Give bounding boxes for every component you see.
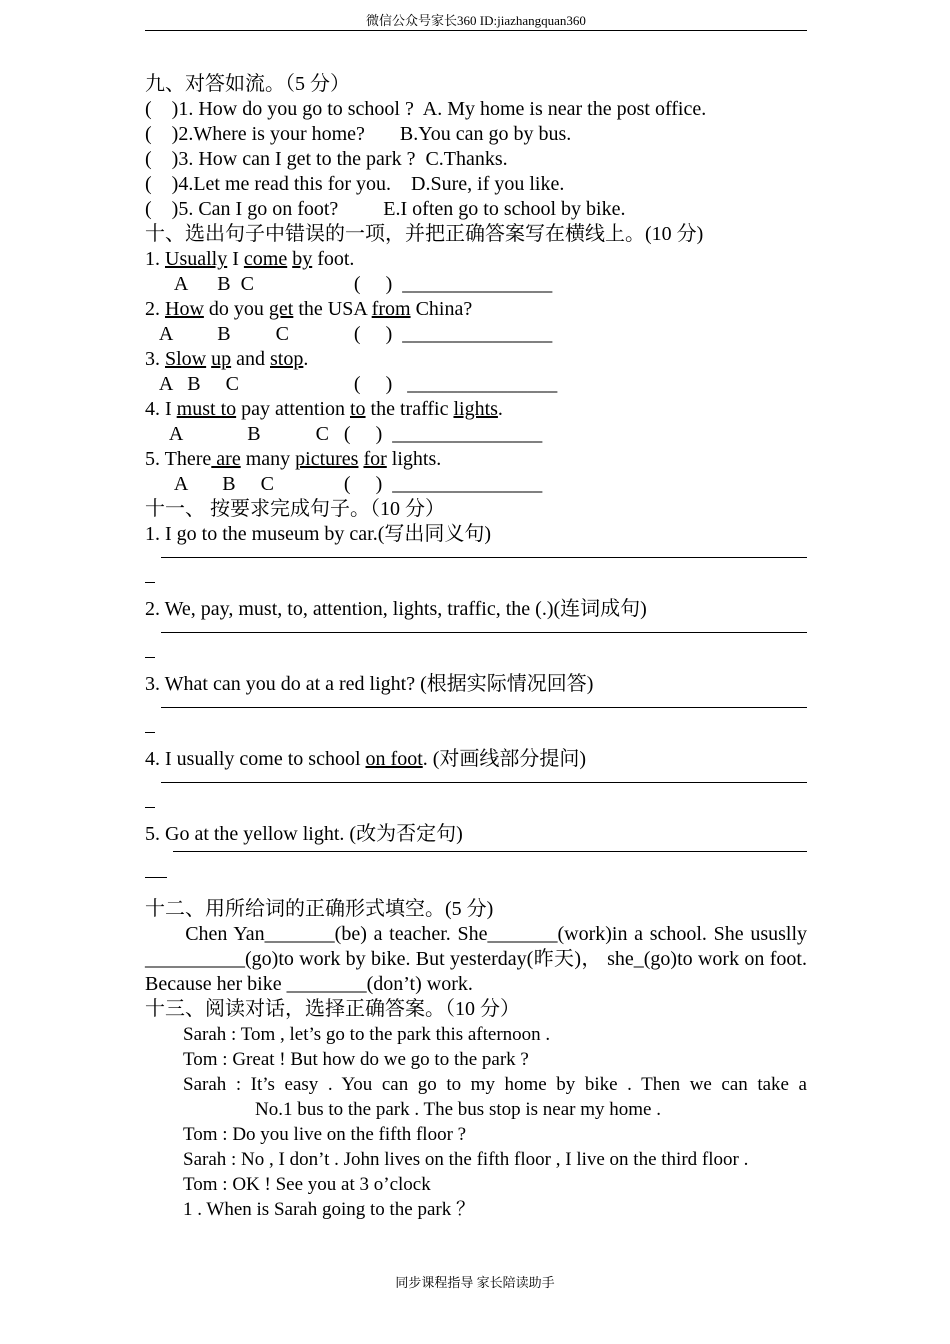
section-12-title: 十二、用所给词的正确形式填空。(5 分) [145, 898, 494, 920]
rewrite-question-5: 5. Go at the yellow light. (改为否定句) [145, 823, 463, 845]
dialogue-line: Tom : Great ! But how do we go to the park ? [183, 1049, 529, 1070]
answer-line-4[interactable] [145, 772, 807, 822]
answer-line-2[interactable] [145, 622, 807, 672]
section-9-title: 九、对答如流。（5 分） [145, 73, 350, 95]
error-question-1: 1. Usually I come by foot. [145, 248, 355, 270]
fill-in-paragraph: Chen Yan_______(be) a teacher. She_______(work)in a school. She ususlly __________(go)to work by bike. But yesterday(昨天)， she_(go)to work on foot. Because her bike ________(don’t) work. [145, 923, 813, 995]
dialogue-line: Tom : Do you live on the fifth floor ? [183, 1124, 467, 1145]
dialogue-line: No.1 bus to the park . The bus stop is near my home . [255, 1099, 661, 1120]
worksheet-content [145, 72, 813, 1222]
matching-item-3: ( )3. How can I get to the park ? C.Thanks. [145, 148, 508, 170]
matching-item-4: ( )4.Let me read this for you. D.Sure, if you like. [145, 173, 565, 195]
dialogue-line: Sarah : Tom , let’s go to the park this afternoon . [183, 1024, 551, 1045]
error-options-3: A B C ( ) _______________ [145, 373, 558, 395]
reading-question-1: 1 . When is Sarah going to the park ？ [183, 1199, 475, 1220]
dialogue [145, 1022, 807, 1222]
error-question-2: 2. How do you get the USA from China? [145, 298, 473, 320]
rewrite-question-4: 4. I usually come to school on foot. (对画线部分提问) [145, 748, 587, 770]
error-question-4: 4. I must to pay attention to the traffic lights. [145, 398, 503, 420]
error-options-2: A B C ( ) _______________ [145, 323, 553, 345]
section-11-title: 十一、 按要求完成句子。（10 分） [145, 498, 445, 520]
page-footer: 同步课程指导 家长陪读助手 [395, 1275, 555, 1290]
error-options-5: A B C ( ) _______________ [145, 473, 543, 495]
error-options-1: A B C ( ) _______________ [145, 273, 553, 295]
error-options-4: A B C ( ) _______________ [145, 423, 543, 445]
dialogue-line: Sarah : It’s easy . You can go to my home by bike . Then we can take a [183, 1074, 807, 1095]
matching-item-5: ( )5. Can I go on foot? E.I often go to school by bike. [145, 198, 626, 220]
section-13-title: 十三、阅读对话，选择正确答案。（10 分） [145, 998, 520, 1020]
section-10-title: 十、选出句子中错误的一项，并把正确答案写在横线上。(10 分) [145, 223, 704, 245]
answer-line-3[interactable] [145, 697, 807, 747]
dialogue-line: Sarah : No , I don’t . John lives on the fifth floor , I live on the third floor . [183, 1149, 749, 1170]
rewrite-question-2: 2. We, pay, must, to, attention, lights, traffic, the (.)(连词成句) [145, 598, 647, 620]
dialogue-line: Tom : OK ! See you at 3 o’clock [183, 1174, 431, 1195]
page-header: 微信公众号家长360 ID:jiazhangquan360 [145, 10, 807, 31]
answer-line-1[interactable] [145, 547, 807, 597]
rewrite-question-3: 3. What can you do at a red light? (根据实际情况回答) [145, 673, 594, 695]
rewrite-question-1: 1. I go to the museum by car.(写出同义句) [145, 523, 492, 545]
error-question-5: 5. There are many pictures for lights. [145, 448, 442, 470]
matching-item-2: ( )2.Where is your home? B.You can go by bus. [145, 123, 572, 145]
answer-line-5[interactable] [145, 847, 807, 897]
error-question-3: 3. Slow up and stop. [145, 348, 309, 370]
matching-item-1: ( )1. How do you go to school ? A. My home is near the post office. [145, 98, 707, 120]
